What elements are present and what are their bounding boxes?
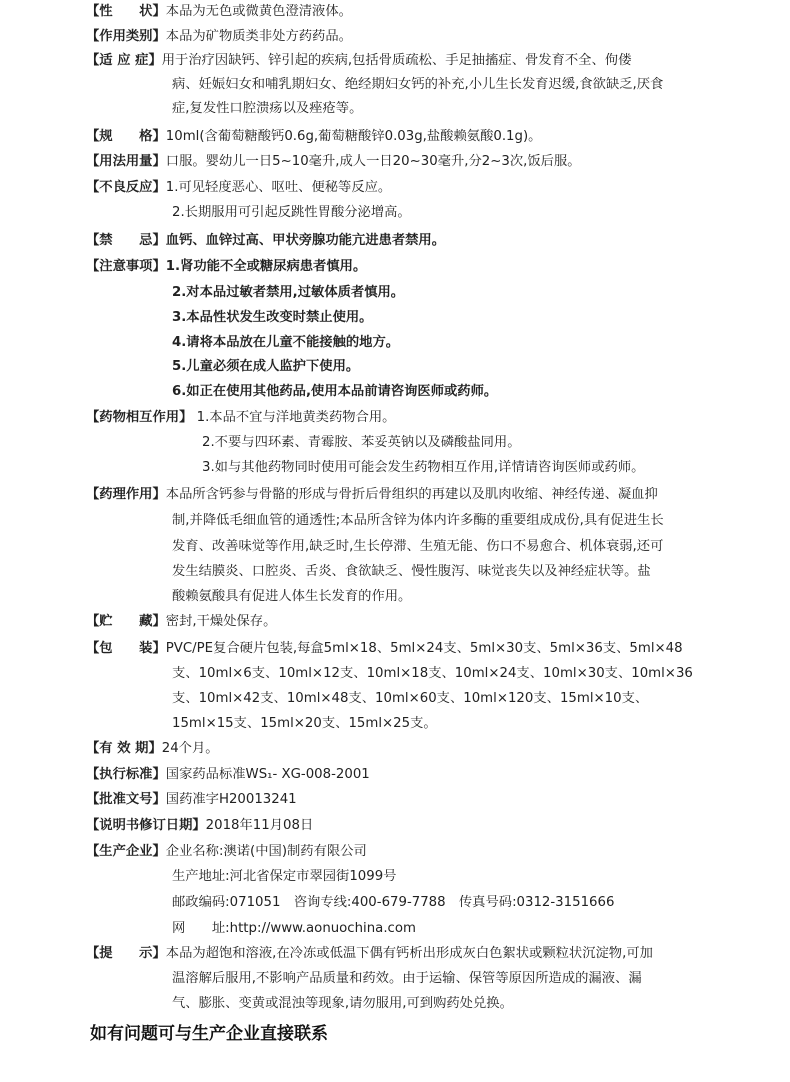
section-contraindications <box>86 232 445 250</box>
section-adverse <box>86 179 391 197</box>
section-approval <box>86 791 297 809</box>
section-standard <box>86 766 370 784</box>
specification-text: 10ml(含葡萄糖酸钙0.6g,葡萄糖酸锌0.03g,盐酸赖氨酸0.1g)。 <box>165 129 542 144</box>
section-properties <box>86 3 352 21</box>
revision-text: 2018年11月08日 <box>205 818 314 833</box>
contraindications-text: 血钙、血锌过高、甲状旁腺功能亢进患者禁用。 <box>165 233 446 248</box>
adverse-line: 1.可见轻度恶心、呕吐、便秘等反应。 <box>165 180 392 195</box>
manufacturer-contact: 邮政编码:071051 咨询专线:400-679-7788 传真号码:0312-3151666 <box>172 895 615 910</box>
section-revision <box>86 817 313 835</box>
interactions-line: 2.不要与四环素、青霉胺、苯妥英钠以及磷酸盐同用。 <box>202 435 521 450</box>
pharmacology-line: 制,并降低毛细血管的通透性;本品所含锌为体内许多酶的重要组成成份,具有促进生长 <box>172 513 664 528</box>
interactions-line: 1.本品不宜与洋地黄类药物合用。 <box>196 410 396 425</box>
interactions-line: 3.如与其他药物同时使用可能会发生药物相互作用,详情请咨询医师或药师。 <box>202 460 645 475</box>
contact-footer-heading: 如有问题可与生产企业直接联系 <box>90 1024 328 1044</box>
notice-line: 温溶解后服用,不影响产品质量和药效。由于运输、保管等原因所造成的漏液、漏 <box>172 971 642 986</box>
pharmacology-label: 【药理作用】 <box>86 487 166 502</box>
properties-text: 本品为无色或微黄色澄清液体。 <box>165 4 352 19</box>
category-label: 【作用类别】 <box>86 29 166 44</box>
contraindications-label: 【禁 忌】 <box>86 233 166 248</box>
dosage-label: 【用法用量】 <box>86 154 166 169</box>
precautions-line: 6.如正在使用其他药品,使用本品前请咨询医师或药师。 <box>172 384 498 399</box>
section-storage <box>86 613 276 631</box>
section-category <box>86 28 352 46</box>
packaging-line: 支、10ml×6支、10ml×12支、10ml×18支、10ml×24支、10ml×30支、10ml×36 <box>172 666 693 681</box>
indications-line: 病、妊娠妇女和哺乳期妇女、绝经期妇女钙的补充,小儿生长发育迟缓,食欲缺乏,厌食 <box>172 77 664 92</box>
validity-text: 24个月。 <box>161 741 219 756</box>
section-indications <box>86 52 631 70</box>
storage-text: 密封,干燥处保存。 <box>165 614 277 629</box>
precautions-label: 【注意事项】 <box>86 259 166 274</box>
adverse-line: 2.长期服用可引起反跳性胃酸分泌增高。 <box>172 205 411 220</box>
pharmacology-line: 酸赖氨酸具有促进人体生长发育的作用。 <box>172 589 412 604</box>
section-pharmacology <box>86 486 658 504</box>
storage-label: 【贮 藏】 <box>86 614 166 629</box>
pharmacology-line: 发生结膜炎、口腔炎、舌炎、食欲缺乏、慢性腹泻、味觉丧失以及神经症状等。盐 <box>172 564 651 579</box>
category-text: 本品为矿物质类非处方药药品。 <box>165 29 352 44</box>
packaging-label: 【包 装】 <box>86 641 166 656</box>
precautions-line: 1.肾功能不全或糖尿病患者慎用。 <box>165 259 367 274</box>
precautions-line: 4.请将本品放在儿童不能接触的地方。 <box>172 335 400 350</box>
indications-line: 症,复发性口腔溃疡以及痤疮等。 <box>172 101 363 116</box>
interactions-label: 【药物相互作用】 <box>86 410 193 425</box>
notice-line: 本品为超饱和溶液,在冷冻或低温下偶有钙析出形成灰白色絮状或颗粒状沉淀物,可加 <box>165 946 653 961</box>
manufacturer-label: 【生产企业】 <box>86 844 166 859</box>
properties-label: 【性 状】 <box>86 4 166 19</box>
pharmacology-line: 本品所含钙参与骨骼的形成与骨折后骨组织的再建以及肌肉收缩、神经传递、凝血抑 <box>165 487 658 502</box>
validity-label: 【有 效 期】 <box>86 741 162 756</box>
standard-text: 国家药品标准WS₁- XG-008-2001 <box>165 767 370 782</box>
precautions-line: 5.儿童必须在成人监护下使用。 <box>172 359 360 374</box>
notice-line: 气、膨胀、变黄或混浊等现象,请勿服用,可到购药处兑换。 <box>172 996 513 1011</box>
section-precautions <box>86 258 366 276</box>
indications-line: 用于治疗因缺钙、锌引起的疾病,包括骨质疏松、手足抽搐症、骨发育不全、佝偻 <box>161 53 632 68</box>
notice-label: 【提 示】 <box>86 946 166 961</box>
manufacturer-address: 生产地址:河北省保定市翠园街1099号 <box>172 869 397 884</box>
section-packaging <box>86 640 683 658</box>
section-dosage <box>86 153 581 171</box>
indications-label: 【适 应 症】 <box>86 53 162 68</box>
pharmacology-line: 发育、改善味觉等作用,缺乏时,生长停滞、生殖无能、伤口不易愈合、机体衰弱,还可 <box>172 539 664 554</box>
dosage-text: 口服。婴幼儿一日5~10毫升,成人一日20~30毫升,分2~3次,饭后服。 <box>165 154 581 169</box>
packaging-line: PVC/PE复合硬片包装,每盒5ml×18、5ml×24支、5ml×30支、5ml×36支、5ml×48 <box>165 641 683 656</box>
packaging-line: 支、10ml×42支、10ml×48支、10ml×60支、10ml×120支、15ml×10支、 <box>172 691 649 706</box>
manufacturer-website: 网 址:http://www.aonuochina.com <box>172 921 416 936</box>
precautions-line: 2.对本品过敏者禁用,过敏体质者慎用。 <box>172 285 405 300</box>
manufacturer-name: 企业名称:澳诺(中国)制药有限公司 <box>165 844 367 859</box>
section-notice <box>86 945 653 963</box>
approval-label: 【批准文号】 <box>86 792 166 807</box>
revision-label: 【说明书修订日期】 <box>86 818 206 833</box>
packaging-line: 15ml×15支、15ml×20支、15ml×25支。 <box>172 716 437 731</box>
section-specification <box>86 128 541 146</box>
section-manufacturer <box>86 843 367 861</box>
section-validity <box>86 740 219 758</box>
section-interactions <box>86 409 395 427</box>
precautions-line: 3.本品性状发生改变时禁止使用。 <box>172 310 373 325</box>
standard-label: 【执行标准】 <box>86 767 166 782</box>
approval-text: 国药准字H20013241 <box>165 792 297 807</box>
specification-label: 【规 格】 <box>86 129 166 144</box>
adverse-label: 【不良反应】 <box>86 180 166 195</box>
